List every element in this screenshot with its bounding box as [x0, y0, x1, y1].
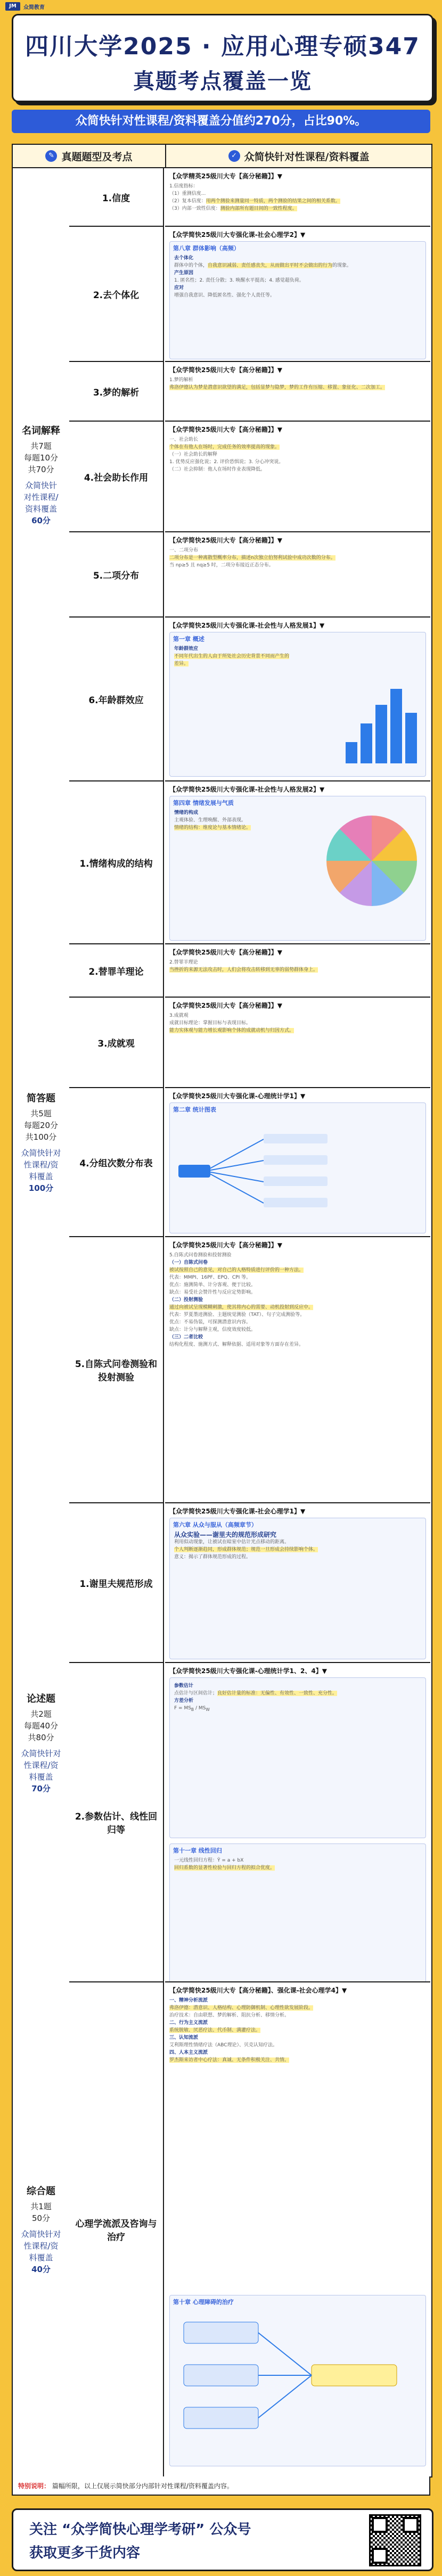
follow-line: [29, 2519, 251, 2538]
follow-post: 公众号: [209, 2522, 251, 2538]
document-excerpt: 1.信度指标： （1）重测信度... （2）复本信度：用两个测验来测量同一特质，两个测验的结果之间的相关系数。 （3）内部一致性信度：测验内部所有题目间的一致性程度。: [169, 184, 340, 211]
category-coverage-label: 性课程/资: [23, 1160, 59, 1170]
document-excerpt: 1.梦的解析 弗洛伊德认为梦是潜意识欲望的满足，包括显梦与隐梦，梦的工作有压缩、移置、象征化、二次加工。: [169, 377, 386, 390]
slide-title: 第十章 心理障碍的治疗: [173, 2299, 234, 2306]
follow-subline: 获取更多干货内容: [29, 2545, 141, 2561]
point-cell: 心理学流派及咨询与治疗: [69, 1982, 164, 2476]
category-coverage-label: 料覆盖: [29, 1172, 53, 1181]
slide-body: 参数估计 点估计与区间估计；良好估计量的标准：无偏性、有效性、一致性、充分性。 方差分析 $F = MS_B / MS_W$: [174, 1683, 338, 1712]
slide-body: 去个体化 群体中的个体，自我意识减弱、责任感丧失，从而做出平时不会做出的行为的现象。 产生原因 1. 匿名性；2. 责任分散；3. 唤醒水平提高；4. 感觉超负荷。 应对 增强自我意识、降低匿名性、强化个人责任等。: [174, 256, 352, 298]
coverage-source: 【众学简快25级川大专强化课-社会心理学1】▼: [169, 1508, 306, 1515]
category-coverage-label: 性课程/资: [23, 1760, 59, 1770]
point-cell: 1.谢里夫规范形成: [69, 1503, 164, 1663]
coverage-banner: 众简快针对性课程/资料覆盖分值约270分，占比90%。: [12, 110, 430, 133]
book-icon: ✎: [45, 150, 57, 162]
category-coverage-label: 资料覆盖: [24, 504, 57, 514]
coverage-cell: [165, 227, 430, 362]
coverage-source: 【众学简快25级川大专【高分秘籍】】▼: [169, 537, 282, 544]
coverage-source: 【众学简快25级川大专【高分秘籍】】▼: [169, 366, 282, 374]
slide-title: 第一章 概述: [173, 636, 204, 643]
category-count: 共2题: [30, 1709, 52, 1719]
coverage-cell: [165, 422, 430, 532]
brand-logo: [5, 2, 45, 11]
course-slide: [169, 1843, 426, 1982]
category-coverage-score: 100分: [28, 1183, 54, 1193]
slide-body: 年龄群效应 不同年代出生的人由于所处社会历史背景不同而产生的差异。: [174, 646, 290, 666]
point-cell: 5.自陈式问卷测验和投射测验: [69, 1237, 164, 1503]
coverage-source: 【众学简快25级川大专强化课-社会性与人格发展1】▼: [169, 622, 325, 629]
page-title: 四川大学2025 · 应用心理专硕347: [25, 33, 420, 60]
coverage-source: 【众学简快25级川大专强化课-社会性与人格发展2】▼: [169, 786, 325, 793]
category-total: 共80分: [28, 1733, 54, 1742]
coverage-cell: [165, 781, 430, 944]
category-coverage-score: 60分: [31, 516, 51, 525]
slide-bar-illustration: [346, 684, 417, 763]
document-excerpt: 一、精神分析流派 弗洛伊德：潜意识、人格结构、心理防御机制、心理性欲发展阶段。 治疗技术：自由联想、梦的解析、阻抗分析、移情分析。 二、行为主义流派 系统脱敏、厌恶疗法、代币制、满灌疗法。 三、认知流派 艾利斯理性情绪疗法（ABC理论）、贝克认知疗法。 四、人本主义流派 罗杰斯来访者中心疗法：真诚、无条件积极关注、共情。: [169, 1998, 314, 2063]
table-header-row: [13, 145, 431, 168]
course-slide: [169, 1518, 426, 1659]
category-count: 共5题: [30, 1109, 52, 1118]
category-per-question: 每题40分: [23, 1721, 59, 1731]
point-cell: 2.参数估计、线性回归等: [69, 1663, 164, 1982]
page-subtitle: 真题考点覆盖一览: [133, 69, 312, 94]
category-coverage-label: 料覆盖: [29, 2253, 53, 2262]
coverage-source: 【众学简快25级川大专【高分秘籍】、强化课-社会心理学4】▼: [169, 1987, 347, 1994]
top-bar: [0, 0, 442, 13]
follow-pre: 关注: [29, 2522, 58, 2538]
coverage-source: 【众学精英25级川大专【高分秘籍】】▼: [169, 172, 282, 180]
category-short-answer: [13, 781, 70, 1504]
coverage-source: 【众学简快25级川大专【高分秘籍】】▼: [169, 426, 282, 433]
course-slide: [169, 632, 426, 777]
point-cell: 3.梦的解析: [69, 362, 164, 422]
logo-text: 众简教育: [23, 4, 45, 11]
category-name: 简答题: [27, 1093, 55, 1104]
slide-title: 第八章 群体影响（高频）: [173, 245, 240, 252]
category-name: 名词解释: [22, 425, 60, 437]
coverage-cell: [165, 1982, 430, 2476]
category-coverage-score: 70分: [31, 1784, 51, 1793]
footnote-label: 特别说明：: [18, 2482, 51, 2490]
coverage-cell: [165, 532, 430, 618]
coverage-cell: [165, 998, 430, 1088]
header-points-label: 真题题型及考点: [61, 151, 133, 163]
category-name: 综合题: [27, 2186, 55, 2197]
category-name: 论述题: [27, 1693, 55, 1705]
slide-title: 第四章 情绪发展与气质: [173, 800, 234, 806]
document-excerpt: 5.自陈式问卷测验和投射测验 （一）自陈式问卷 被试按照自己的意见，对自己的人格特质进行评价的一种方法。 代表：MMPI、16PF、EPQ、CPI 等。 优点：施测简单、计分客观、便于比较。 缺点：易受社会赞许性与反应定势影响。 （二）投射测验 通过向被试呈现模糊刺激，使其将内心的需要、动机投射到反应中。 代表：罗夏墨迹测验、主题统觉测验（TAT）、句子完成测验等。 优点：不易伪装，可探测潜意识内容。 缺点：计分与解释主观，信度效度较低。 （三）二者比较 结构化程度、施测方式、解释依据、适用对象等方面存在差异。: [169, 1253, 314, 1347]
category-coverage-label: 对性课程/: [23, 492, 59, 502]
category-noun-explanation: [13, 168, 70, 783]
coverage-source: 【众学简快25级川大专强化课-心理统计学1、2、4】▼: [169, 1667, 327, 1675]
title-card: [12, 14, 433, 102]
footnote-text: 篇幅所限，以上仅展示简快部分内部针对性课程/资料覆盖内容。: [52, 2482, 233, 2490]
table-header-points: [13, 145, 166, 168]
table-header-coverage: [166, 145, 431, 168]
header-coverage-label: 众简快针对性课程/资料覆盖: [244, 151, 370, 163]
category-total: 50分: [31, 2213, 51, 2223]
category-count: 共1题: [30, 2202, 52, 2211]
slide-body: 一元线性回归方程：Ŷ = a + bX 回归系数的显著性检验与回归方程的拟合优度。: [174, 1858, 275, 1871]
category-total: 共100分: [25, 1132, 57, 1142]
coverage-source: 【众学简快25级川大专【高分秘籍】】▼: [169, 1241, 282, 1249]
point-cell: 2.替罪羊理论: [69, 944, 164, 998]
point-cell: 2.去个体化: [69, 227, 164, 362]
course-slide: [169, 1677, 426, 1838]
category-coverage-score: 40分: [31, 2265, 51, 2274]
bottom-section: [0, 2502, 442, 2576]
slide-title: 第二章 统计图表: [173, 1106, 216, 1113]
point-cell: 3.成就观: [69, 998, 164, 1088]
course-slide: [169, 2295, 426, 2466]
follow-account: “众学简快心理学考研”: [62, 2522, 205, 2538]
point-cell: 1.情绪构成的结构: [69, 781, 164, 944]
flowchart-illustration: [173, 2311, 423, 2450]
coverage-source: 【众学简快25级川大专【高分秘籍】】▼: [169, 949, 282, 956]
category-coverage-label: 众简快针: [24, 481, 57, 490]
coverage-cell: [165, 362, 430, 422]
point-cell: 1.信度: [69, 168, 164, 227]
point-cell: 6.年龄群效应: [69, 618, 164, 781]
category-essay: [13, 1503, 70, 1984]
coverage-cell: [165, 1503, 430, 1663]
point-cell: 4.分组次数分布表: [69, 1088, 164, 1237]
coverage-source: 【众学简快25级川大专强化课-心理统计学1】▼: [169, 1092, 306, 1100]
slide-subtitle: 从众实验——谢里夫的规范形成研究: [174, 1531, 277, 1538]
document-excerpt: 3.成就观 成就目标理论：掌握目标与表现目标。 能力实体观与能力增长观影响个体的成就动机与归因方式。: [169, 1013, 294, 1033]
coverage-source: 【众学简快25级川大专【高分秘籍】】▼: [169, 1002, 282, 1009]
slide-body: 从众实验——谢里夫的规范形成研究 利用似动现象，让被试在暗室中估计光点移动的距离。 个人判断逐渐趋同，形成群体规范；规范一旦形成会持续影响个体。 意义：揭示了群体规范形成的过程。: [170, 1531, 425, 1561]
category-coverage-label: 众简快针对: [21, 2229, 61, 2239]
category-per-question: 每题10分: [23, 453, 59, 463]
course-slide: [169, 1102, 426, 1233]
category-per-question: 每题20分: [23, 1121, 59, 1130]
point-cell: 5.二项分布: [69, 532, 164, 618]
category-coverage-label: 料覆盖: [29, 1772, 53, 1782]
coverage-cell: [165, 1088, 430, 1237]
coverage-cell: [165, 618, 430, 781]
slide-body: 情绪的构成 主观体验、生理唤醒、外部表现。 情绪的结构：维度论与基本情绪论。: [174, 810, 251, 830]
emotion-wheel-image: [326, 816, 417, 906]
slide-title: 第十一章 线性回归: [173, 1847, 222, 1854]
qr-code-icon[interactable]: [369, 2514, 421, 2566]
mindmap-illustration: [173, 1118, 423, 1224]
course-slide: [169, 796, 426, 941]
footnote: [12, 2476, 430, 2496]
category-coverage-label: 众简快针对: [21, 1148, 61, 1158]
coverage-cell: [165, 1663, 430, 1982]
course-slide: [169, 241, 426, 359]
document-excerpt: 一、二项分布 二项分布是一种离散型概率分布，描述n次独立伯努利试验中成功次数的分布。 当 np≥5 且 nq≥5 时，二项分布接近正态分布。: [169, 548, 335, 568]
category-count: 共7题: [30, 441, 52, 451]
document-excerpt: 2.替罪羊理论 当挫折的来源无法攻击时，人们会将攻击转移到无辜的弱势群体身上。: [169, 960, 318, 973]
category-comprehensive: [13, 1982, 70, 2476]
coverage-cell: [165, 168, 430, 227]
category-coverage-label: 性课程/资: [23, 2241, 59, 2251]
coverage-cell: [165, 944, 430, 998]
coverage-table: [12, 144, 432, 2478]
coverage-cell: [165, 1237, 430, 1503]
follow-card: [12, 2508, 433, 2571]
point-cell: 4.社会助长作用: [69, 422, 164, 532]
coverage-source: 【众学简快25级川大专强化课-社会心理学2】▼: [169, 231, 306, 238]
category-total: 共70分: [28, 465, 54, 474]
logo-mark: JM: [5, 2, 20, 11]
category-coverage-label: 众简快针对: [21, 1749, 61, 1758]
document-excerpt: 一、社会助长 个体在有他人在场时，完成任务的效率提高的现象。 （一）社会助长的解释 1. 优势反应强化说；2. 评价恐惧说；3. 分心冲突说。 （二）社会抑制：他人在场时作业表现降低。: [169, 437, 284, 472]
slide-title: 第六章 从众与服从（高频章节）: [173, 1521, 257, 1528]
check-icon: ✓: [228, 150, 240, 162]
